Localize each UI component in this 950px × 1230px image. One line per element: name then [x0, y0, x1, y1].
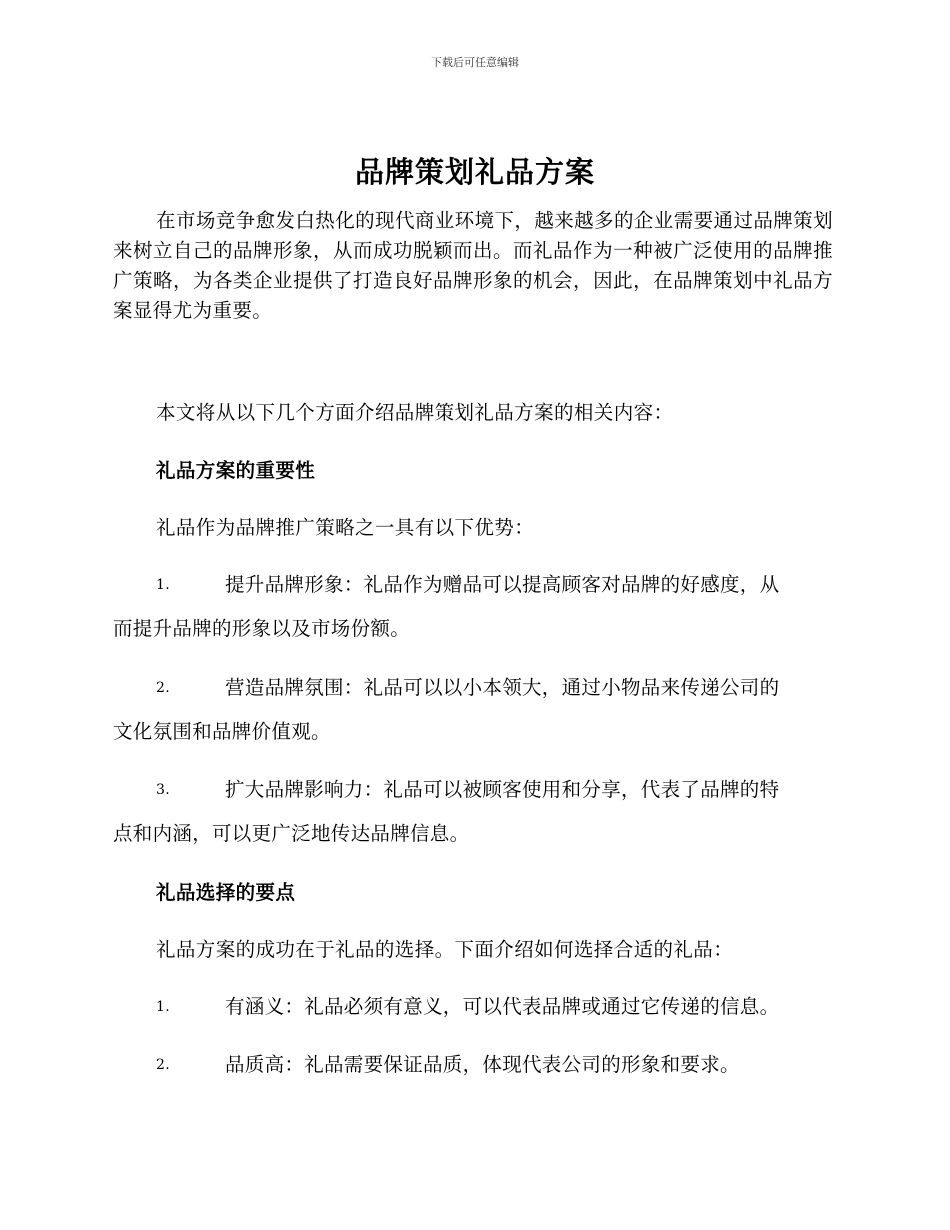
list-item — [113, 1043, 835, 1087]
list-item — [113, 768, 835, 856]
list-item — [113, 985, 835, 1029]
list-item-text: 提升品牌形象：礼品作为赠品可以提高顾客对品牌的好感度，从 — [225, 573, 780, 596]
section-heading-selection: 礼品选择的要点 — [156, 881, 296, 904]
section-heading-importance: 礼品方案的重要性 — [156, 459, 316, 482]
header-note: 下载后可任意编辑 — [431, 56, 519, 69]
list-item-number: 2. — [156, 1057, 170, 1073]
list-item-continuation: 而提升品牌的形象以及市场份额。 — [113, 617, 411, 640]
intro-paragraph: 在市场竞争愈发白热化的现代商业环境下，越来越多的企业需要通过品牌策划来树立自己的品牌形象，从而成功脱颖而出。而礼品作为一种被广泛使用的品牌推广策略，为各类企业提供了打造良好品牌形象的机会，因此，在品牌策划中礼品方案显得尤为重要。 — [113, 209, 833, 322]
list-item-number: 2. — [156, 680, 170, 696]
list-item — [113, 563, 835, 651]
section-lead-selection: 礼品方案的成功在于礼品的选择。下面介绍如何选择合适的礼品： — [156, 938, 734, 961]
list-item-continuation: 点和内涵，可以更广泛地传达品牌信息。 — [113, 822, 470, 845]
list-item-number: 1. — [156, 577, 170, 593]
list-item-text: 扩大品牌影响力：礼品可以被顾客使用和分享，代表了品牌的特 — [225, 778, 780, 801]
overview-paragraph: 本文将从以下几个方面介绍品牌策划礼品方案的相关内容： — [156, 401, 674, 424]
list-item — [113, 666, 835, 754]
section-lead-importance: 礼品作为品牌推广策略之一具有以下优势： — [156, 516, 535, 539]
list-item-text: 有涵义：礼品必须有意义，可以代表品牌或通过它传递的信息。 — [225, 995, 780, 1018]
list-item-continuation: 文化氛围和品牌价值观。 — [113, 720, 331, 743]
document-title: 品牌策划礼品方案 — [354, 155, 595, 189]
list-item-text: 营造品牌氛围：礼品可以以小本领大，通过小物品来传递公司的 — [225, 676, 780, 699]
list-item-number: 1. — [156, 999, 170, 1015]
list-item-number: 3. — [156, 782, 170, 798]
list-item-text: 品质高：礼品需要保证品质，体现代表公司的形象和要求。 — [225, 1053, 740, 1076]
